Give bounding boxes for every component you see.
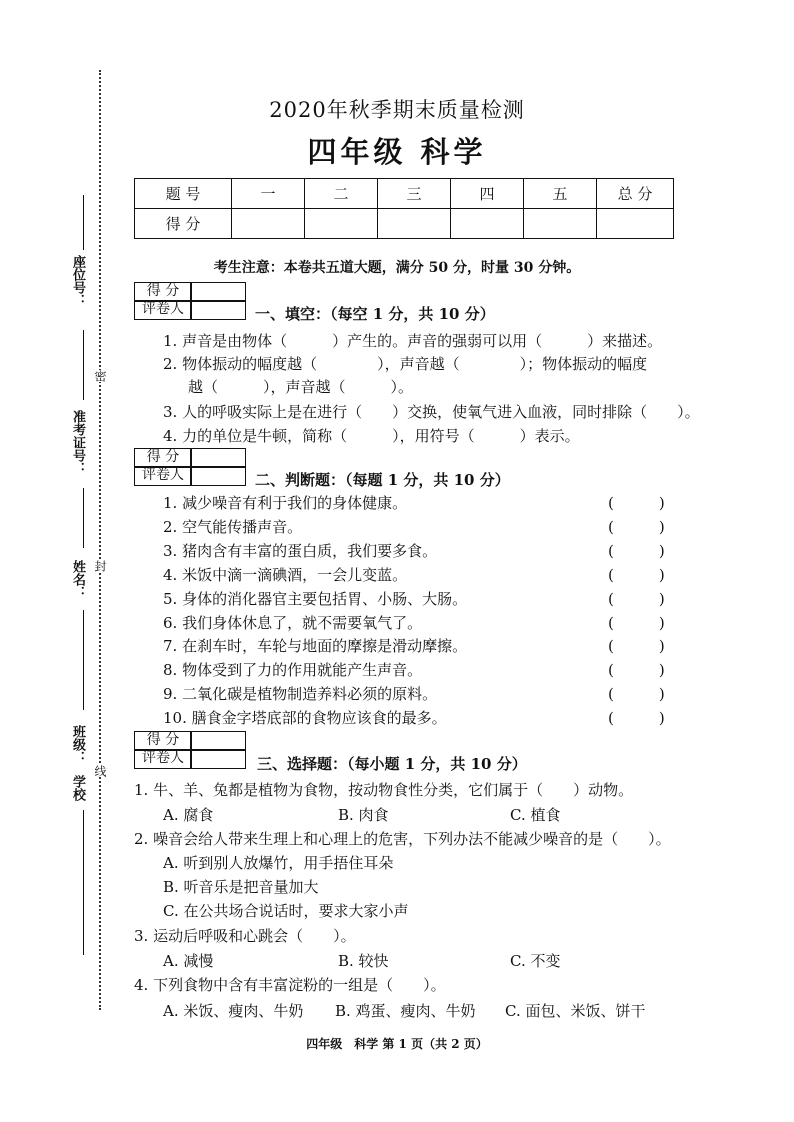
answer-paren[interactable]: ( ) (608, 685, 665, 703)
grade-box-score-label: 得 分 (134, 282, 192, 302)
section2-heading: 二、判断题：（每题 1 分，共 10 分） (255, 471, 510, 489)
grade-box-score-label: 得 分 (134, 448, 192, 468)
choice-option[interactable]: B. 较快 (338, 952, 389, 970)
fill-question: 越（ ），声音越（ ）。 (188, 378, 414, 396)
exam-subject: 四年级 科学 (307, 135, 487, 169)
score-cell[interactable] (451, 209, 524, 239)
judge-question: 1. 减少噪音有利于我们的身体健康。 (163, 494, 408, 512)
choice-option[interactable]: B. 鸡蛋、瘦肉、牛奶 (335, 1002, 476, 1020)
seal-feng: 封 (93, 560, 107, 572)
choice-option[interactable]: A. 听到别人放爆竹，用手捂住耳朵 (163, 854, 394, 872)
score-cell[interactable] (524, 209, 597, 239)
grade-box-grader-cell[interactable] (190, 300, 246, 320)
grade-box (134, 448, 246, 486)
score-cell[interactable] (597, 209, 674, 239)
score-table-header: 一 (232, 179, 305, 209)
score-table-header: 二 (305, 179, 378, 209)
exam-no-line-upper (83, 330, 84, 400)
grade-box-grader-label: 评卷人 (134, 749, 192, 769)
answer-paren[interactable]: ( ) (608, 709, 665, 727)
exam-number-label: 准考证号： (70, 410, 85, 475)
score-table-row-label: 得 分 (135, 209, 232, 239)
choice-option[interactable]: B. 肉食 (338, 806, 389, 824)
judge-question: 8. 物体受到了力的作用就能产生声音。 (163, 661, 423, 679)
grade-box-grader-label: 评卷人 (134, 300, 192, 320)
binding-dotted-line (99, 70, 101, 1010)
grade-box-score-cell[interactable] (190, 448, 246, 468)
score-table-header: 总 分 (597, 179, 674, 209)
grade-box-grader-cell[interactable] (190, 749, 246, 769)
exam-title: 2020年秋季期末质量检测 (269, 98, 525, 122)
grade-box-score-cell[interactable] (190, 282, 246, 302)
judge-question: 10. 膳食金字塔底部的食物应该食的最多。 (163, 709, 447, 727)
choice-question: 2. 噪音会给人带来生理上和心理上的危害，下列办法不能减少噪音的是（ ）。 (134, 830, 671, 848)
score-cell[interactable] (232, 209, 305, 239)
choice-option[interactable]: A. 腐食 (163, 806, 214, 824)
choice-option[interactable]: C. 面包、米饭、饼干 (505, 1002, 646, 1020)
seat-number-label: 座位号： (70, 255, 85, 307)
section3-heading: 三、选择题：（每小题 1 分，共 10 分） (257, 755, 527, 773)
answer-paren[interactable]: ( ) (608, 637, 665, 655)
choice-option[interactable]: C. 植食 (510, 806, 561, 824)
choice-question: 4. 下列食物中含有丰富淀粉的一组是（ ）。 (134, 976, 446, 994)
answer-paren[interactable]: ( ) (608, 542, 665, 560)
grade-box-score-label: 得 分 (134, 731, 192, 751)
name-label: 姓名： (70, 560, 85, 599)
choice-option[interactable]: A. 米饭、瘦肉、牛奶 (163, 1002, 304, 1020)
seat-number-line (83, 195, 84, 250)
judge-question: 4. 米饭中滴一滴碘酒，一会儿变蓝。 (163, 566, 408, 584)
score-table-header: 三 (378, 179, 451, 209)
score-cell[interactable] (305, 209, 378, 239)
score-table-header: 四 (451, 179, 524, 209)
seal-mi: 密 (93, 370, 107, 382)
score-table-header: 题 号 (135, 179, 232, 209)
answer-paren[interactable]: ( ) (608, 494, 665, 512)
seal-xian: 线 (93, 765, 107, 777)
judge-question: 5. 身体的消化器官主要包括胃、小肠、大肠。 (163, 590, 468, 608)
choice-option[interactable]: B. 听音乐是把音量加大 (163, 878, 319, 896)
judge-question: 7. 在刹车时，车轮与地面的摩擦是滑动摩擦。 (163, 637, 468, 655)
school-label: 学校 (70, 775, 85, 801)
name-line (83, 610, 84, 710)
class-label: 班级： (70, 725, 85, 764)
choice-question: 1. 牛、羊、兔都是植物为食物，按动物食性分类，它们属于（ ）动物。 (134, 781, 634, 799)
fill-question: 4. 力的单位是牛顿，简称（ ），用符号（ ）表示。 (163, 427, 580, 445)
score-cell[interactable] (378, 209, 451, 239)
choice-option[interactable]: C. 在公共场合说话时，要求大家小声 (163, 902, 409, 920)
judge-question: 9. 二氧化碳是植物制造养料必须的原料。 (163, 685, 438, 703)
page-footer: 四年级 科学 第 1 页（共 2 页） (306, 1037, 488, 1051)
grade-box-score-cell[interactable] (190, 731, 246, 751)
judge-question: 6. 我们身体休息了，就不需要氧气了。 (163, 614, 423, 632)
score-table-header: 五 (524, 179, 597, 209)
grade-box-grader-cell[interactable] (190, 466, 246, 486)
grade-box (134, 731, 246, 769)
exam-no-line-lower (83, 488, 84, 548)
section1-heading: 一、填空：（每空 1 分，共 10 分） (255, 305, 495, 323)
choice-option[interactable]: A. 减慢 (163, 952, 214, 970)
choice-question: 3. 运动后呼吸和心跳会（ ）。 (134, 927, 356, 945)
grade-box-grader-label: 评卷人 (134, 466, 192, 486)
grade-box (134, 282, 246, 320)
school-line (83, 810, 84, 955)
choice-option[interactable]: C. 不变 (510, 952, 561, 970)
answer-paren[interactable]: ( ) (608, 566, 665, 584)
judge-question: 3. 猪肉含有丰富的蛋白质，我们要多食。 (163, 542, 438, 560)
answer-paren[interactable]: ( ) (608, 614, 665, 632)
exam-notice: 考生注意：本卷共五道大题，满分 50 分，时量 30 分钟。 (213, 260, 581, 276)
judge-question: 2. 空气能传播声音。 (163, 518, 303, 536)
fill-question: 3. 人的呼吸实际上是在进行（ ）交换，使氧气进入血液，同时排除（ ）。 (163, 403, 700, 421)
fill-question: 2. 物体振动的幅度越（ ），声音越（ ）；物体振动的幅度 (163, 355, 648, 373)
answer-paren[interactable]: ( ) (608, 590, 665, 608)
answer-paren[interactable]: ( ) (608, 661, 665, 679)
answer-paren[interactable]: ( ) (608, 518, 665, 536)
score-table (134, 178, 674, 239)
fill-question: 1. 声音是由物体（ ）产生的。声音的强弱可以用（ ）来描述。 (163, 332, 663, 350)
